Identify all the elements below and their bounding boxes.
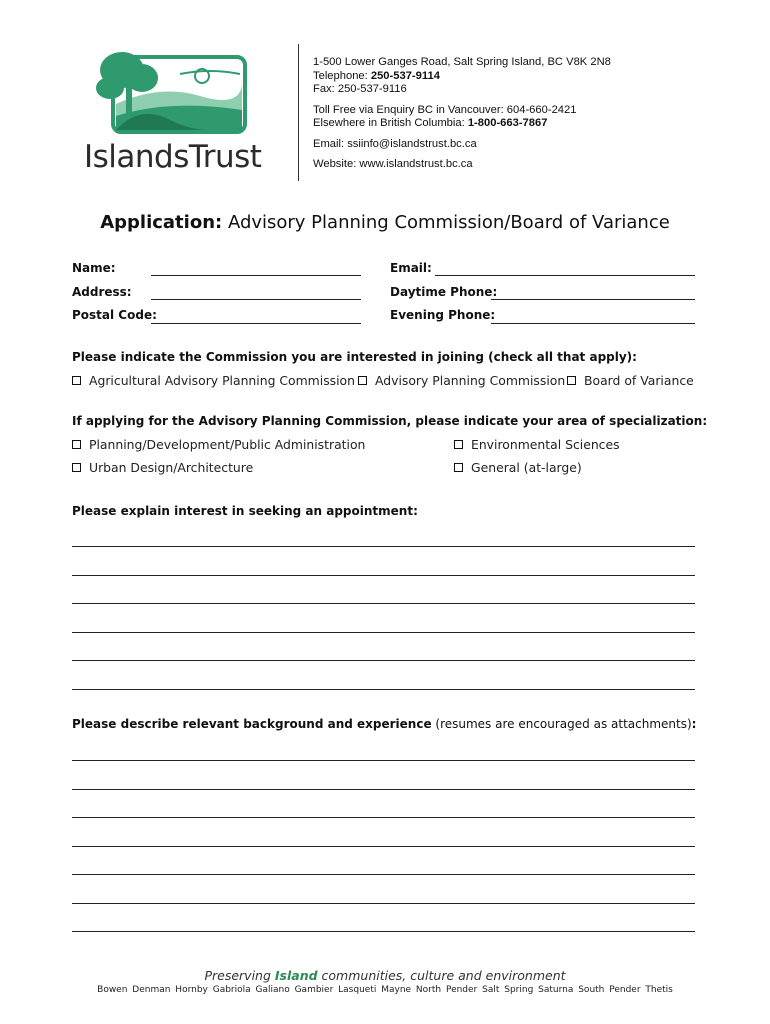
name-field[interactable] xyxy=(151,275,361,276)
background-line[interactable] xyxy=(72,817,695,818)
checkbox-board-of-variance[interactable]: Board of Variance xyxy=(567,373,694,388)
specialization-question: If applying for the Advisory Planning Commission, please indicate your area of specialization: xyxy=(72,414,708,428)
checkbox-icon[interactable] xyxy=(72,376,81,385)
evening-phone-field[interactable] xyxy=(491,323,695,324)
checkbox-icon[interactable] xyxy=(567,376,576,385)
header-divider xyxy=(298,44,299,181)
checkbox-icon[interactable] xyxy=(72,463,81,472)
daytime-phone-field[interactable] xyxy=(491,299,695,300)
interest-line[interactable] xyxy=(72,603,695,604)
commission-question: Please indicate the Commission you are interested in joining (check all that apply): xyxy=(72,350,637,364)
footer-island-list: Bowen Denman Hornby Gabriola Galiano Gambier Lasqueti Mayne North Pender Salt Spring Saturna South Pender Thetis xyxy=(97,985,673,995)
interest-line[interactable] xyxy=(72,660,695,661)
background-line[interactable] xyxy=(72,846,695,847)
background-line[interactable] xyxy=(72,903,695,904)
background-line[interactable] xyxy=(72,789,695,790)
background-line[interactable] xyxy=(72,931,695,932)
interest-line[interactable] xyxy=(72,546,695,547)
interest-line[interactable] xyxy=(72,575,695,576)
checkbox-icon[interactable] xyxy=(72,440,81,449)
background-line[interactable] xyxy=(72,874,695,875)
interest-line[interactable] xyxy=(72,689,695,690)
checkbox-agricultural-apc[interactable]: Agricultural Advisory Planning Commission xyxy=(72,373,355,388)
email-line: Email: ssiinfo@islandstrust.bc.ca xyxy=(313,137,477,150)
fax-line: Fax: 250-537-9116 xyxy=(313,83,407,95)
name-label: Name: xyxy=(72,261,116,275)
checkbox-urban-design[interactable]: Urban Design/Architecture xyxy=(72,460,253,475)
checkbox-environmental[interactable]: Environmental Sciences xyxy=(454,437,620,452)
postal-code-field[interactable] xyxy=(151,323,361,324)
address-line: 1-500 Lower Ganges Road, Salt Spring Island, BC V8K 2N8 xyxy=(313,56,611,68)
postal-code-label: Postal Code: xyxy=(72,308,157,322)
footer-slogan: Preserving Island communities, culture and environment xyxy=(204,968,566,983)
telephone-line: Telephone: 250-537-9114 xyxy=(313,69,440,82)
address-label: Address: xyxy=(72,285,132,299)
checkbox-icon[interactable] xyxy=(358,376,367,385)
background-line[interactable] xyxy=(72,760,695,761)
islands-trust-logo xyxy=(80,44,285,184)
logo-wordmark: IslandsTrust xyxy=(84,139,262,175)
contact-block xyxy=(313,56,611,172)
tollfree-line: Toll Free via Enquiry BC in Vancouver: 604-660-2421 xyxy=(313,103,577,116)
website-line: Website: www.islandstrust.bc.ca xyxy=(313,158,473,170)
background-question: Please describe relevant background and experience (resumes are encouraged as attachments): xyxy=(72,717,697,731)
checkbox-apc[interactable]: Advisory Planning Commission xyxy=(358,373,565,388)
checkbox-general[interactable]: General (at-large) xyxy=(454,460,582,475)
checkbox-icon[interactable] xyxy=(454,463,463,472)
checkbox-icon[interactable] xyxy=(454,440,463,449)
address-field[interactable] xyxy=(151,299,361,300)
interest-line[interactable] xyxy=(72,632,695,633)
page-title: Application: Advisory Planning Commission/Board of Variance xyxy=(100,212,670,233)
email-field[interactable] xyxy=(435,275,695,276)
evening-phone-label: Evening Phone: xyxy=(390,308,496,322)
interest-question: Please explain interest in seeking an appointment: xyxy=(72,504,418,518)
checkbox-planning[interactable]: Planning/Development/Public Administration xyxy=(72,437,365,452)
email-label: Email: xyxy=(390,261,432,275)
daytime-phone-label: Daytime Phone: xyxy=(390,285,498,299)
elsewhere-line: Elsewhere in British Columbia: 1-800-663-7867 xyxy=(313,117,548,129)
